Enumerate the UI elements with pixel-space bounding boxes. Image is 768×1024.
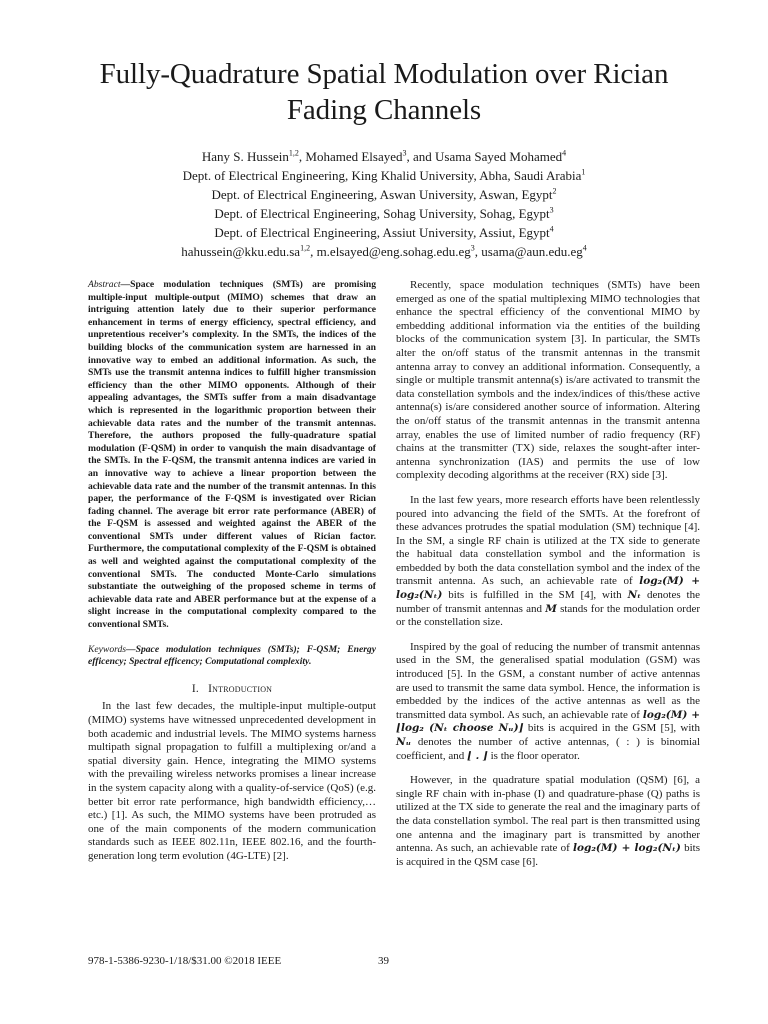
affiliation-3: [60, 204, 708, 223]
p2-text-b: bits is fulfilled in the SM [4], with: [442, 589, 628, 602]
affiliation-2: [60, 185, 708, 204]
p2-text-c: denotes the number of transmit antennas and: [396, 589, 700, 615]
title-line-2: Fading Channels: [286, 94, 482, 126]
author-3: , and Usama Sayed Mohamed: [406, 149, 563, 164]
title-line-1: Fully-Quadrature Spatial Modulation over Rician: [99, 58, 669, 90]
m-symbol: M: [545, 602, 557, 615]
author-names: [60, 147, 708, 166]
email-2-sup: 3: [470, 243, 475, 253]
nu-symbol: Nᵤ: [396, 736, 412, 748]
right-paragraph-1: Recently, space modulation techniques (SMTs) have been emerged as one of the spatial multiplexing MIMO technologies that enhance the spectral efficiency of the conventional MIMO by embedding additional information via the entities of the building blocks of the communication system [3]. In particular, the SMTs alter the on/off status of the transmit antennas in the transmit antenna array to convey an additional information. Consequently, a single or multiple transmit antenna(s) is/are activated to transmit the data constellation symbols and the index/indices of this/these active antenna(s) is/are considered another source of information. Altering the on/off status of the transmit antennas in the transmit antenna array, enables the use of limited number of radio frequency (RF) chains at the transmitter (TX) side, relaxes the sought-after inter-antenna synchronization (IAS) and permits the use of low complexity decoding algorithms at the receiver (RX) side [3].: [396, 279, 700, 482]
email-1-sup: 1,2: [300, 243, 311, 253]
gsm-rate-formula: log₂(M) + ⌊log₂ (Nₜ choose Nᵤ)⌋: [396, 708, 700, 735]
p3-text-d: is the floor operator.: [487, 749, 580, 762]
right-column: [396, 279, 700, 869]
p2-text-d: stands for the modulation order or the constellation size.: [396, 602, 700, 629]
email-3: , usama@aun.edu.eg: [474, 244, 583, 259]
affiliation-4-text: Dept. of Electrical Engineering, Assiut University, Assiut, Egypt: [214, 225, 550, 240]
abstract-label: Abstract: [88, 279, 121, 290]
sm-rate-formula: log₂(M) + log₂(Nₜ): [396, 575, 700, 602]
copyright-line: 978-1-5386-9230-1/18/$31.00 ©2018 IEEE: [88, 955, 282, 967]
author-emails: [60, 242, 708, 261]
paper-title: [60, 56, 708, 128]
affiliation-2-sup: 2: [552, 186, 557, 196]
author-3-affil: 4: [562, 148, 567, 158]
p3-text-a: Inspired by the goal of reducing the number of transmit antennas used in the SM, the generalised spatial modulation (GSM) was introduced [5]. In the GSM, a constant number of active antennas are used to transmit the same data symbol. Hence, the information is embedded by the indices of the active antennas as well as the transmitted data symbol. As such, an achievable rate of: [396, 640, 700, 721]
author-block: [60, 147, 708, 261]
intro-paragraph: In the last few decades, the multiple-input multiple-output (MIMO) systems have witnessed unprecedented development in both academic and industrial levels. The MIMO systems harness multipath signal propagation to fulfill a multiplexing or/and a spatial diversity gain. Hence, integrating the MIMO systems with the prevailing wireless networks promises a linear increase in the system capacity along with a quality-of-service (QoS) (e.g. better bit error rate performance, high bandwidth efficiency,…etc.) [1]. As such, the MIMO systems have been protruded as one of the main components of the modern communication standards such as IEEE 802.11n, IEEE 802.16, and the fourth-generation long term evolution (4G-LTE) [2].: [88, 700, 376, 862]
page-number: 39: [378, 955, 389, 967]
p3-text-b: bits is acquired in the GSM [5], with: [523, 722, 700, 735]
abstract: [88, 279, 376, 632]
keywords: [88, 644, 376, 669]
floor-operator: ⌊ . ⌋: [466, 749, 488, 762]
affiliation-3-text: Dept. of Electrical Engineering, Sohag University, Sohag, Egypt: [214, 206, 550, 221]
keywords-text: —Space modulation techniques (SMTs); F-QSM; Energy efficency; Spectral efficency; Computational complexity.: [88, 643, 376, 668]
nt-symbol: Nₜ: [627, 589, 642, 602]
right-paragraph-4: [396, 774, 700, 869]
right-paragraph-3: [396, 641, 700, 763]
section-heading-introduction: [88, 683, 376, 697]
affiliation-1-text: Dept. of Electrical Engineering, King Khalid University, Abha, Saudi Arabia: [182, 168, 582, 183]
email-1: hahussein@kku.edu.sa: [181, 244, 301, 259]
p4-text-a: However, in the quadrature spatial modulation (QSM) [6], a single RF chain with in-phase (I) and quadrature-phase (Q) paths is utilized at the TX side to generate the real and the imaginary parts of the data constellation symbol. The real part is then transmitted using one antenna and the imaginary part is transmitted by another antenna. As such, an achievable rate of: [396, 774, 700, 855]
affiliation-1: [60, 166, 708, 185]
section-title: Introduction: [208, 682, 273, 695]
email-3-sup: 4: [582, 243, 587, 253]
right-paragraph-2: [396, 494, 700, 630]
p2-text-a: In the last few years, more research efforts have been relentlessly poured into advancing the field of the SMTs. At the forefront of these advances protrudes the spatial modulation (SM) technique [4]. In the SM, a single RF chain is utilized at the TX side to generate the habitual data constellation symbol and the information is embedded by both the data constellation symbol and the index of the transmit antenna. As such, an achievable rate of: [396, 493, 700, 588]
affiliation-3-sup: 3: [549, 205, 554, 215]
affiliation-2-text: Dept. of Electrical Engineering, Aswan University, Aswan, Egypt: [211, 187, 553, 202]
abstract-dash: —: [120, 279, 131, 290]
qsm-rate-formula: log₂(M) + log₂(Nₜ): [573, 842, 681, 855]
affiliation-4: [60, 223, 708, 242]
author-1: Hany S. Hussein: [201, 149, 289, 164]
affiliation-4-sup: 4: [549, 224, 554, 234]
section-numeral: I.: [191, 682, 199, 695]
p4-text-b: bits is acquired in the QSM case [6].: [396, 842, 700, 868]
affiliation-1-sup: 1: [581, 167, 586, 177]
author-2: , Mohamed Elsayed: [298, 149, 403, 164]
left-column: [88, 279, 376, 864]
p3-text-c: denotes the number of active antennas, ( : ) is binomial coefficient, and: [396, 736, 700, 762]
author-1-affil: 1,2: [288, 148, 299, 158]
email-2: , m.elsayed@eng.sohag.edu.eg: [310, 244, 471, 259]
author-2-affil: 3: [402, 148, 407, 158]
keywords-label: Keywords: [88, 643, 127, 655]
abstract-text: Space modulation techniques (SMTs) are promising multiple-input multiple-output (MIMO) schemes that draw an intriguing attention lately due to their superior performance enhancement in terms of energy efficiency, spectral efficiency, and unpretentious receiver’s complexity. In the SMTs, the indices of the building blocks of the communication system are harnessed in an innovative way to embed an additional information. As such, the SMTs use the transmit antenna indices to fulfill higher transmission efficiency than the other MIMO opponents. Although of their appealing advantages, the SMTs suffer from a main disadvantage which is represented in the logarithmic proportion between their achievable data rates and the number of the transmit antennas. Therefore, the authors proposed the fully-quadrature spatial modulation (F-QSM) in order to vanquish the main disadvantage of the SMTs. In the F-QSM, the transmit antenna indices are varied in an innovative way to achieve a linear proportion between the achievable data rate and the number of the transmit antennas. In this paper, the performance of the F-QSM is investigated over Rician fading channel. The average bit error rate performance (ABER) of the F-QSM is assessed and weighted against the ABER of the conventional SMTs under different values of Rician factor. Furthermore, the computational complexity of the F-QSM is obtained as well and weighted against the computational complexity of the conventional SMTs. The conducted Monte-Carlo simulations substantiate the outweighing of the proposed scheme in terms of achievable data rate and ABER performance but at the expense of a slight increase in the computational complexity compared to the conventional SMTs.: [88, 279, 376, 631]
